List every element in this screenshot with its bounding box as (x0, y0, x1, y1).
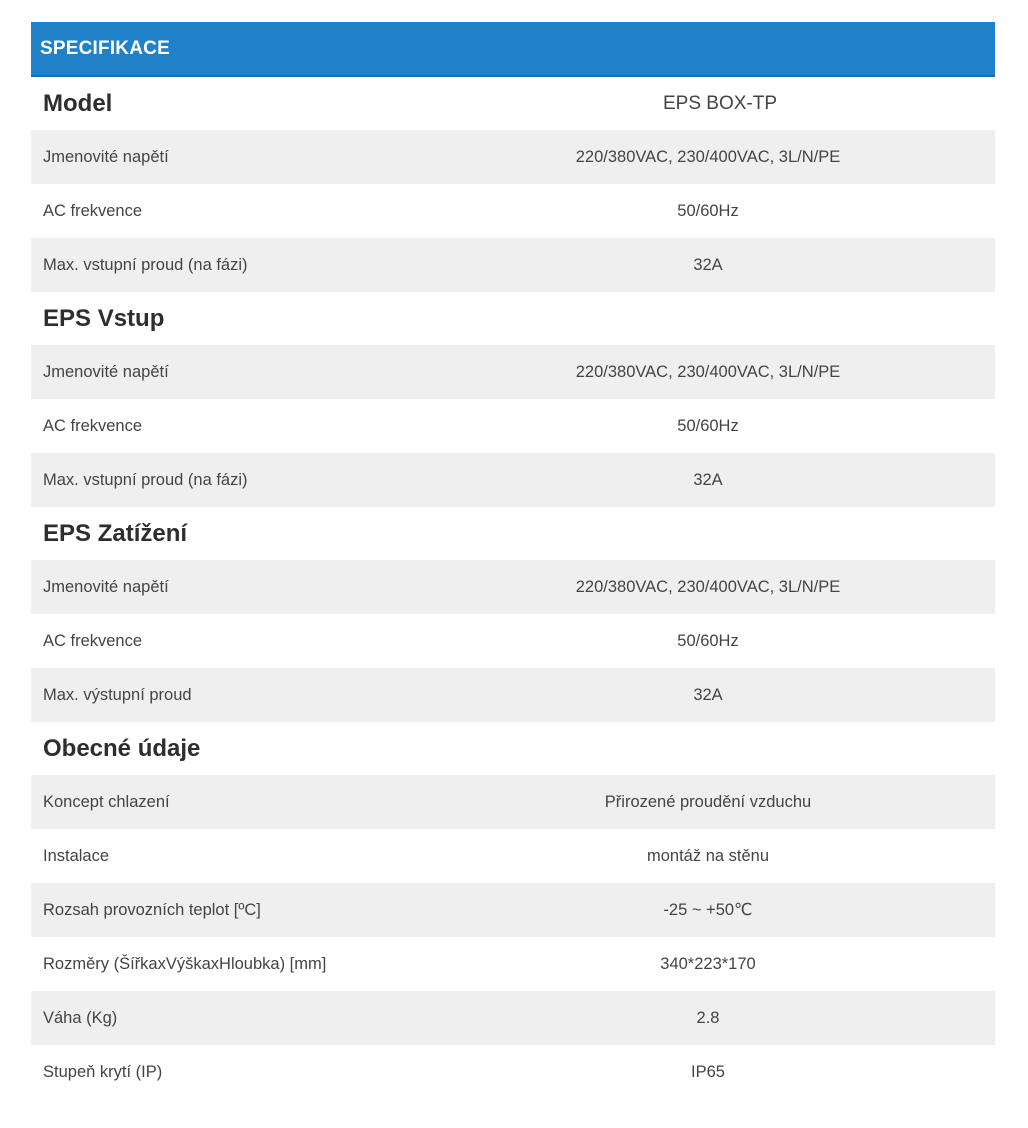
spec-value: 32A (693, 470, 723, 489)
spec-row (31, 614, 995, 668)
spec-label: AC frekvence (43, 416, 143, 435)
spec-value: 50/60Hz (677, 631, 739, 650)
spec-label: AC frekvence (43, 631, 143, 650)
spec-row (31, 937, 995, 991)
spec-value: 220/380VAC, 230/400VAC, 3L/N/PE (575, 147, 841, 166)
spec-header-title: SPECIFIKACE (40, 37, 170, 59)
spec-value: 220/380VAC, 230/400VAC, 3L/N/PE (575, 362, 841, 381)
spec-row (31, 560, 995, 614)
spec-label: AC frekvence (43, 201, 143, 220)
spec-label: Max. vstupní proud (na fázi) (43, 255, 248, 274)
spec-row (31, 130, 995, 184)
spec-label: Instalace (43, 846, 110, 865)
spec-row (31, 399, 995, 453)
spec-row (31, 775, 995, 829)
spec-value: 50/60Hz (677, 416, 739, 435)
spec-label: Rozsah provozních teplot [ºC] (43, 900, 261, 919)
spec-value: montáž na stěnu (647, 846, 769, 865)
spec-label: Rozměry (ŠířkaxVýškaxHloubka) [mm] (43, 954, 327, 973)
spec-row (31, 345, 995, 399)
section-heading-eps-vstup (31, 292, 995, 345)
section-heading-eps-zatizeni (31, 507, 995, 560)
spec-label: Max. vstupní proud (na fázi) (43, 470, 248, 489)
section-title: EPS Zatížení (43, 519, 188, 547)
spec-label: Max. výstupní proud (43, 685, 192, 704)
section-heading-obecne-udaje (31, 722, 995, 775)
spec-value: 32A (693, 255, 723, 274)
spec-value: -25 ~ +50℃ (663, 901, 753, 919)
spec-value: 32A (693, 685, 723, 704)
spec-row (31, 453, 995, 507)
spec-label: Jmenovité napětí (43, 577, 169, 596)
spec-row (31, 991, 995, 1045)
spec-row (31, 883, 995, 937)
spec-label: Stupeň krytí (IP) (43, 1062, 163, 1081)
model-label: Model (43, 89, 113, 117)
spec-value: IP65 (691, 1062, 725, 1081)
section-title: EPS Vstup (43, 304, 165, 332)
spec-value: 220/380VAC, 230/400VAC, 3L/N/PE (575, 577, 841, 596)
spec-value: 50/60Hz (677, 201, 739, 220)
model-row (31, 77, 995, 130)
spec-label: Jmenovité napětí (43, 147, 169, 166)
spec-value: 2.8 (696, 1008, 720, 1027)
spec-label: Váha (Kg) (43, 1008, 118, 1027)
spec-value: 340*223*170 (660, 954, 756, 973)
specification-table (31, 22, 995, 1099)
spec-row (31, 1045, 995, 1099)
spec-label: Koncept chlazení (43, 792, 170, 811)
spec-row (31, 238, 995, 292)
spec-row (31, 184, 995, 238)
spec-value: Přirozené proudění vzduchu (604, 792, 812, 811)
spec-header (31, 22, 995, 77)
model-value: EPS BOX-TP (662, 92, 778, 114)
spec-label: Jmenovité napětí (43, 362, 169, 381)
spec-row (31, 668, 995, 722)
section-title: Obecné údaje (43, 734, 201, 762)
spec-row (31, 829, 995, 883)
